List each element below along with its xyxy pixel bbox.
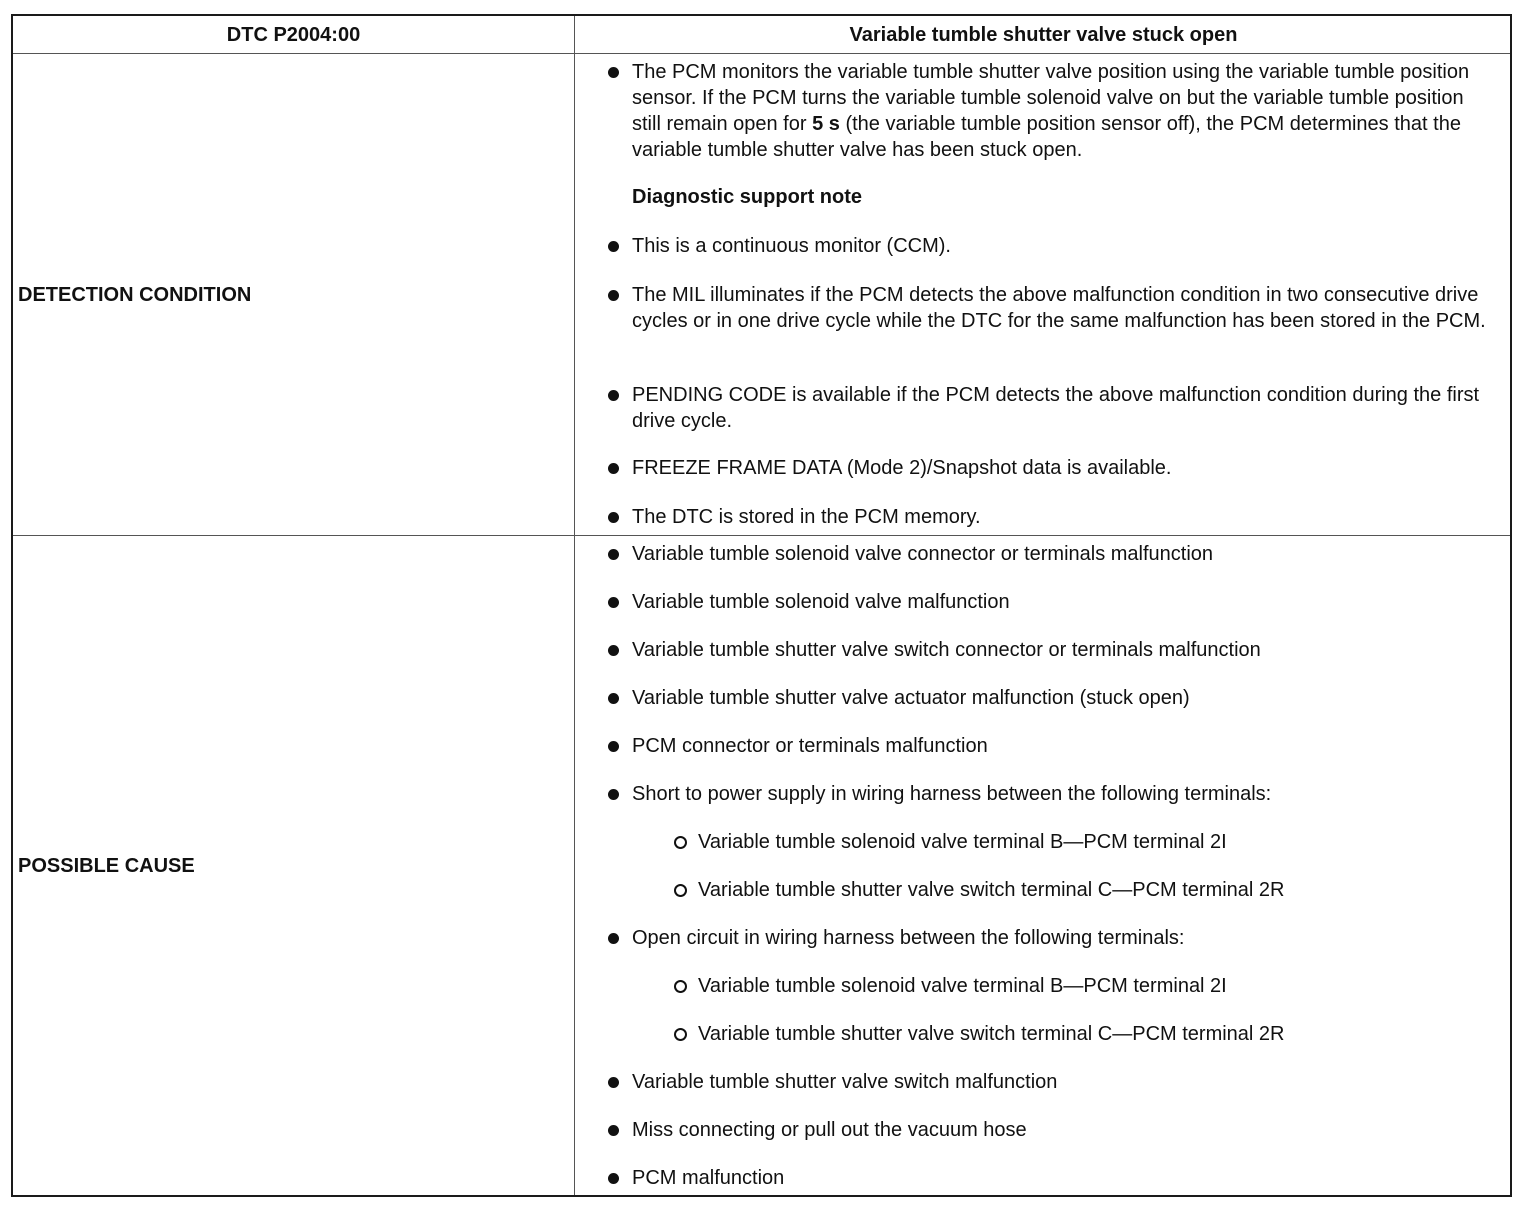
bullet-icon: [608, 645, 619, 656]
list-item: [632, 733, 1492, 759]
list-item-text: Variable tumble solenoid valve terminal B—PCM terminal 2I: [698, 831, 1227, 853]
list-item-text: The MIL illuminates if the PCM detects the above malfunction condition in two consecutive drive cycles or in one drive cycle while the DTC for the same malfunction has been stored in the PCM.: [632, 284, 1486, 332]
diagnostic-note-heading: Diagnostic support note: [632, 186, 862, 208]
list-item: [632, 382, 1492, 434]
list-item: [632, 1069, 1492, 1095]
list-item-text: PCM malfunction: [632, 1167, 785, 1189]
list-item-text: Variable tumble shutter valve actuator malfunction (stuck open): [632, 687, 1190, 709]
dtc-title-header: Variable tumble shutter valve stuck open: [849, 24, 1238, 46]
bullet-icon: [608, 741, 619, 752]
dtc-code-header: DTC P2004:00: [226, 24, 361, 46]
bullet-icon: [608, 549, 619, 560]
monitor-text-part1: The PCM monitors the variable tumble shutter valve position using the variable tumble position sensor. If the PCM turns the variable tumble solenoid valve on but the variable tumble position still remain open for: [632, 61, 1470, 135]
row-divider: [13, 535, 1510, 536]
sub-list-item: [698, 877, 1488, 903]
list-item-text: PCM connector or terminals malfunction: [632, 735, 988, 757]
list-item-text: This is a continuous monitor (CCM).: [632, 235, 951, 257]
list-item: [632, 282, 1492, 334]
list-item: [632, 233, 1492, 259]
list-item-text: Miss connecting or pull out the vacuum hose: [632, 1119, 1027, 1141]
bullet-icon: [608, 789, 619, 800]
list-item: [632, 541, 1492, 567]
bullet-icon: [608, 512, 619, 523]
list-item-text: The DTC is stored in the PCM memory.: [632, 506, 981, 528]
hollow-bullet-icon: [674, 836, 687, 849]
monitor-text-part2: (the variable tumble position sensor off), the PCM determines that the variable tumble shutter valve has been stuck open.: [632, 113, 1461, 161]
detection-condition-label: DETECTION CONDITION: [18, 284, 252, 306]
list-item: [632, 925, 1492, 951]
list-item-text: FREEZE FRAME DATA (Mode 2)/Snapshot data is available.: [632, 457, 1172, 479]
bullet-icon: [608, 597, 619, 608]
sub-list-item: [698, 1021, 1488, 1047]
list-item-text: Variable tumble shutter valve switch terminal C—PCM terminal 2R: [698, 879, 1285, 901]
list-item: [632, 685, 1492, 711]
bullet-icon: [608, 1077, 619, 1088]
list-item-text: Variable tumble solenoid valve terminal B—PCM terminal 2I: [698, 975, 1227, 997]
list-item-text: PENDING CODE is available if the PCM detects the above malfunction condition during the first drive cycle.: [632, 384, 1480, 432]
bullet-icon: [608, 290, 619, 301]
hollow-bullet-icon: [674, 1028, 687, 1041]
bullet-icon: [608, 693, 619, 704]
sub-list-item: [698, 829, 1488, 855]
sub-list-item: [698, 973, 1488, 999]
list-item: [632, 59, 1492, 163]
hollow-bullet-icon: [674, 980, 687, 993]
list-item: [632, 1165, 1492, 1191]
bullet-icon: [608, 933, 619, 944]
list-item-text: Variable tumble shutter valve switch malfunction: [632, 1071, 1058, 1093]
list-item: [632, 455, 1492, 481]
list-item: [632, 781, 1492, 807]
list-item-text: Short to power supply in wiring harness between the following terminals:: [632, 783, 1272, 805]
bullet-icon: [608, 241, 619, 252]
monitor-time: 5 s: [812, 113, 840, 135]
hollow-bullet-icon: [674, 884, 687, 897]
list-item: [632, 1117, 1492, 1143]
bullet-icon: [608, 390, 619, 401]
bullet-icon: [608, 67, 619, 78]
header-divider: [13, 53, 1510, 54]
list-item: [632, 637, 1492, 663]
possible-cause-label: POSSIBLE CAUSE: [18, 855, 195, 877]
bullet-icon: [608, 1125, 619, 1136]
list-item-text: Variable tumble shutter valve switch terminal C—PCM terminal 2R: [698, 1023, 1285, 1045]
list-item-text: Open circuit in wiring harness between the following terminals:: [632, 927, 1185, 949]
bullet-icon: [608, 1173, 619, 1184]
bullet-icon: [608, 463, 619, 474]
list-item-text: Variable tumble solenoid valve connector or terminals malfunction: [632, 543, 1214, 565]
list-item-text: Variable tumble shutter valve switch connector or terminals malfunction: [632, 639, 1261, 661]
column-divider: [574, 16, 575, 1195]
list-item: [632, 589, 1492, 615]
list-item-text: Variable tumble solenoid valve malfunction: [632, 591, 1010, 613]
list-item: [632, 504, 1492, 530]
